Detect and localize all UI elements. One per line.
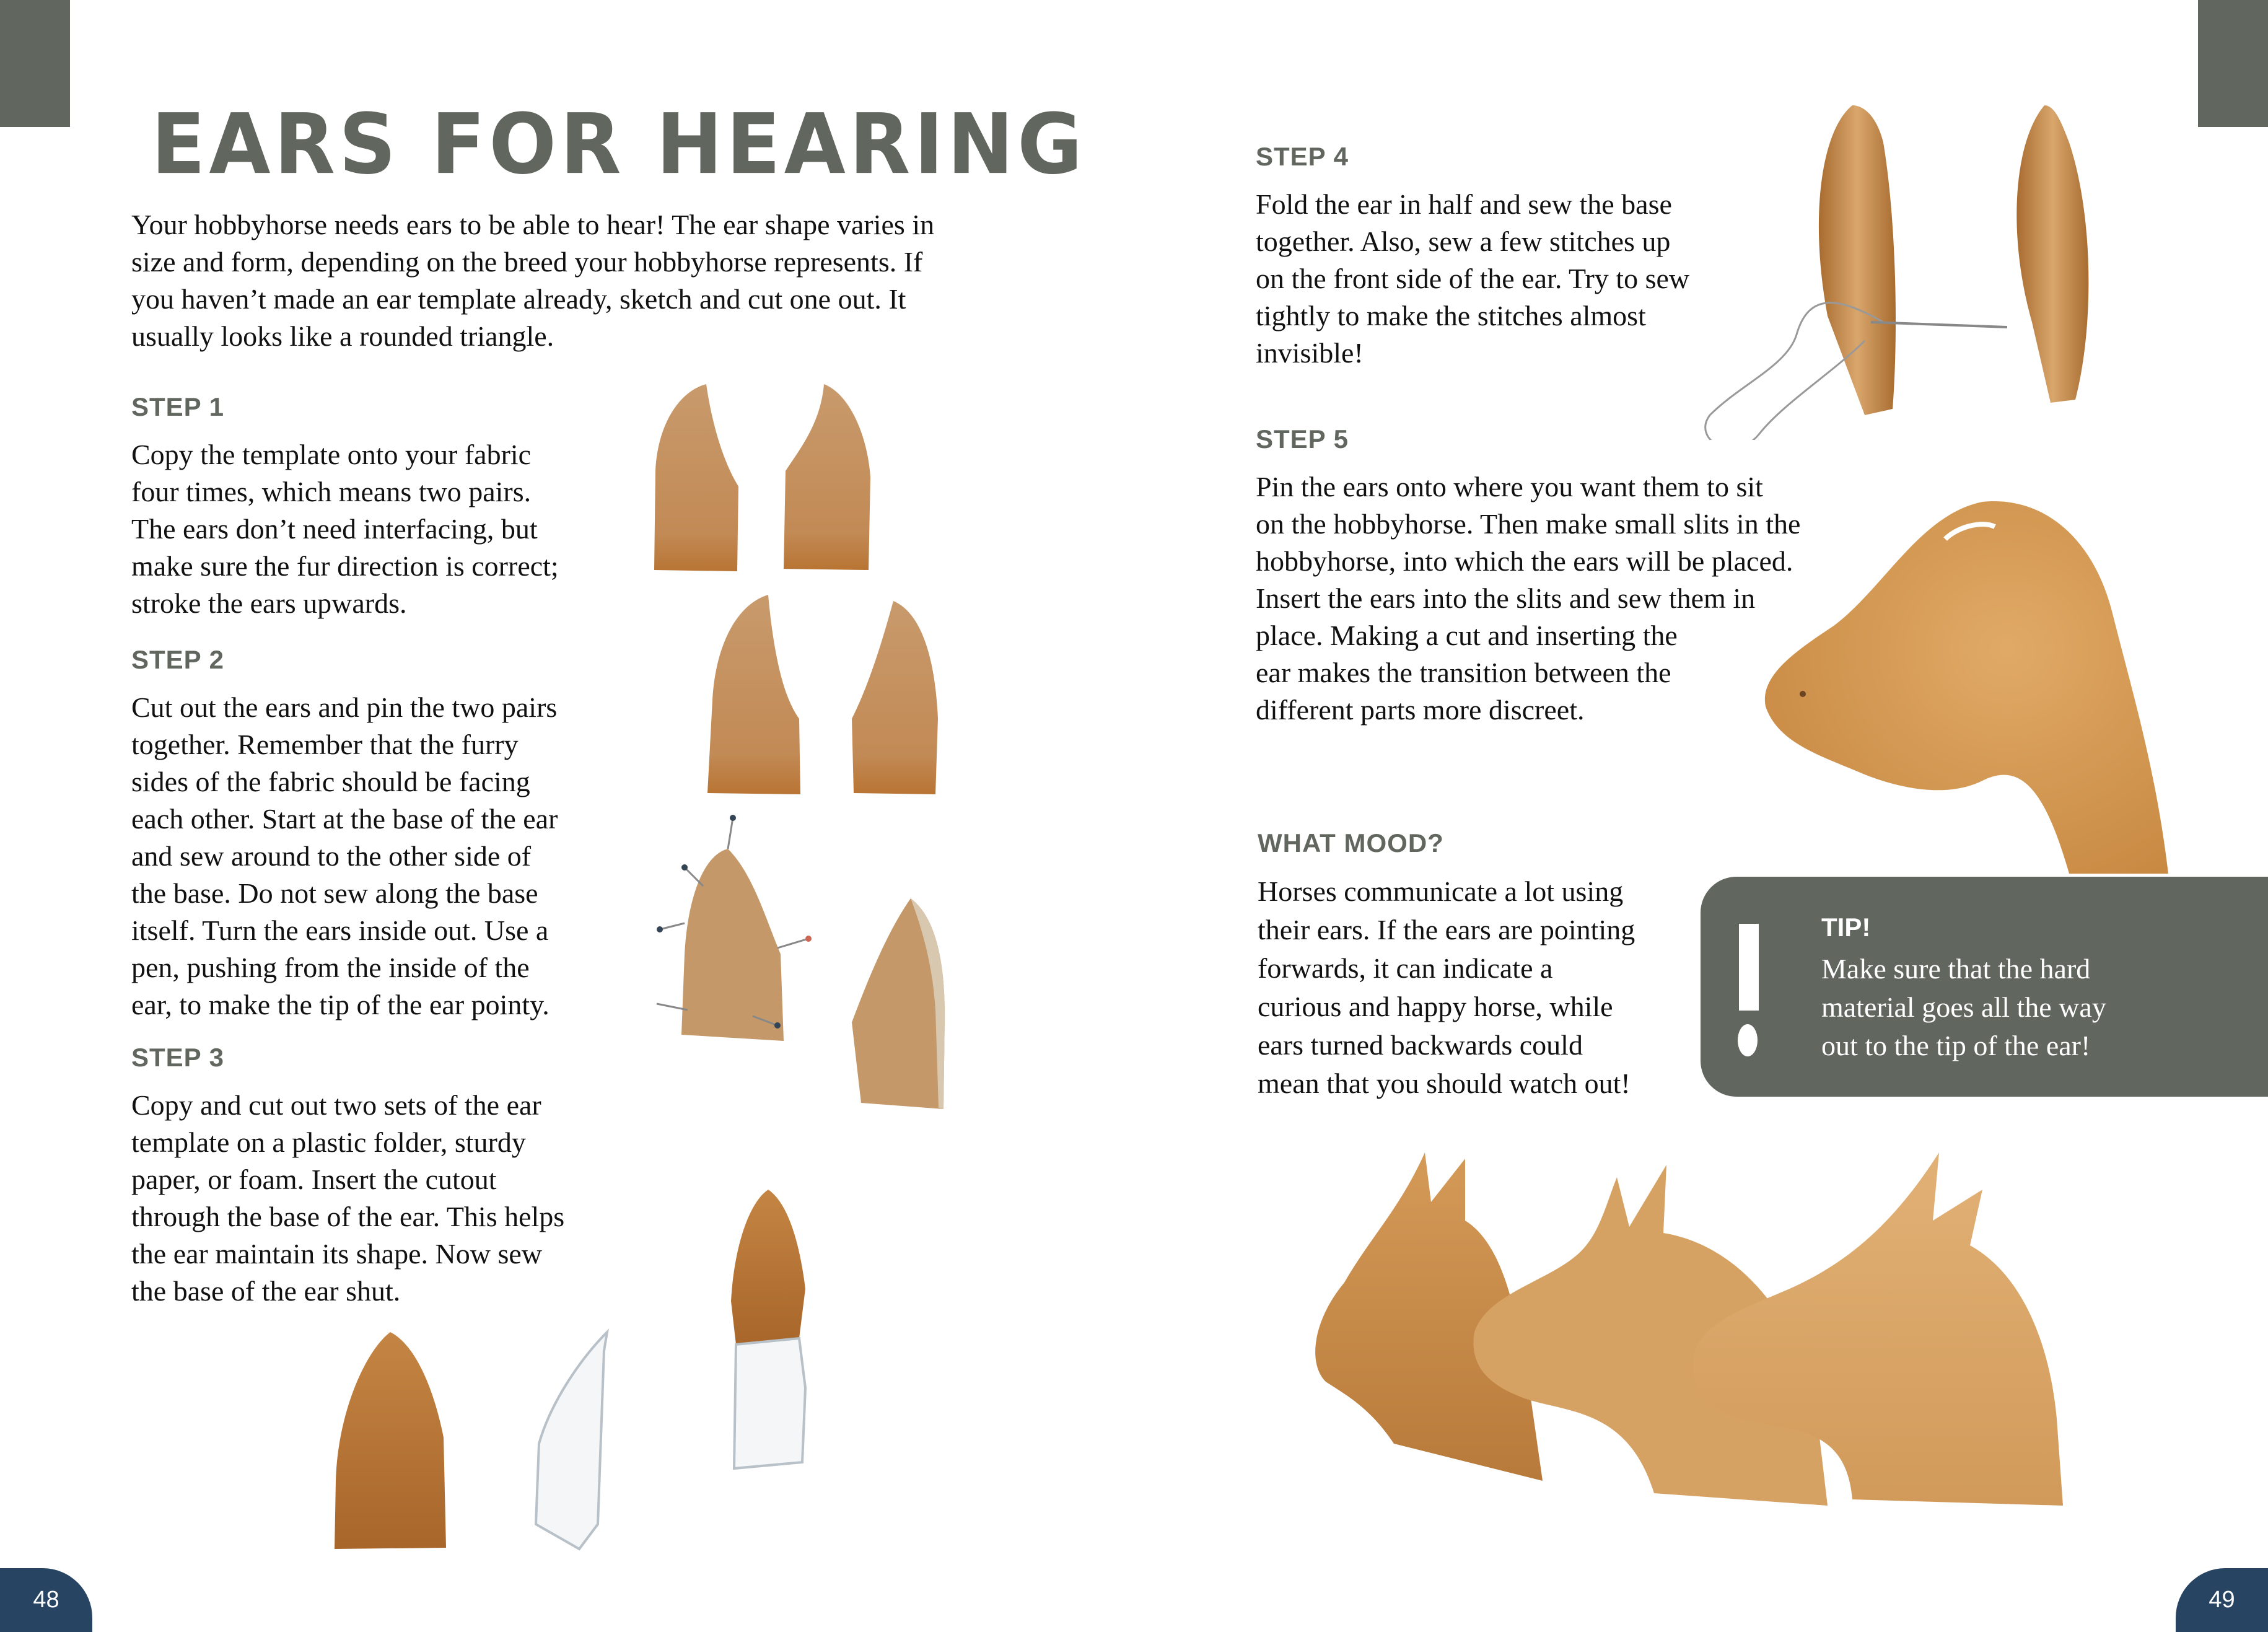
three-hobbyhorse-heads <box>1307 1134 2082 1530</box>
page-number-right-label: 49 <box>2209 1587 2235 1613</box>
text-line: Copy the template onto your fabric <box>131 439 532 470</box>
text-line: material goes all the way <box>1821 991 2106 1023</box>
text-line: Make sure that the hard <box>1821 953 2091 985</box>
text-line: forwards, it can indicate a <box>1258 952 1553 984</box>
tip-text <box>1821 950 2224 1065</box>
cut-ear-fabric-pieces-row1 <box>644 372 966 582</box>
text-line: ear makes the transition between the <box>1256 657 1671 688</box>
step-2-text <box>131 689 627 1024</box>
text-line: on the front side of the ear. Try to sew <box>1256 263 1690 294</box>
step-1-heading: STEP 1 <box>131 392 224 421</box>
text-line: Pin the ears onto where you want them to sit <box>1256 471 1763 502</box>
text-line: Horses communicate a lot using <box>1258 875 1624 907</box>
text-line: their ears. If the ears are pointing <box>1258 914 1635 945</box>
step-3-heading: STEP 3 <box>131 1043 224 1072</box>
cut-ear-fabric-pieces-row2 <box>700 595 973 799</box>
text-line: ears turned backwards could <box>1258 1029 1583 1061</box>
text-line: invisible! <box>1256 337 1364 369</box>
text-line: The ears don’t need interfacing, but <box>131 513 538 545</box>
text-line: curious and happy horse, while <box>1258 991 1613 1022</box>
text-line: the ear maintain its shape. Now sew <box>131 1238 542 1270</box>
page-number-right <box>2176 1568 2268 1632</box>
text-line: stroke the ears upwards. <box>131 587 407 619</box>
left-edge-tab <box>0 0 70 127</box>
hobbyhorse-head-with-slit <box>1722 489 2268 874</box>
tip-callout <box>1701 877 2268 1097</box>
text-line: itself. Turn the ears inside out. Use a <box>131 915 549 946</box>
tip-heading: TIP! <box>1821 913 1871 942</box>
text-line: and sew around to the other side of <box>131 840 532 872</box>
intro-paragraph <box>131 206 999 355</box>
text-line: pen, pushing from the inside of the <box>131 952 530 983</box>
what-mood-text <box>1258 872 1691 1103</box>
text-line: on the hobbyhorse. Then make small slits in the <box>1256 508 1801 540</box>
text-line: sides of the fabric should be facing <box>131 766 530 797</box>
page-title: EARS FOR HEARING <box>151 96 1087 193</box>
text-line: Insert the ears into the slits and sew them in <box>1256 582 1756 614</box>
text-line: mean that you should watch out! <box>1258 1068 1631 1099</box>
intro-line: usually looks like a rounded triangle. <box>131 320 554 352</box>
folded-ears-with-needle <box>1685 93 2143 440</box>
step-2-heading: STEP 2 <box>131 645 224 674</box>
pinned-and-sewn-ear-pieces <box>654 812 1000 1121</box>
step-4-heading: STEP 4 <box>1256 142 1349 171</box>
page-number-left-label: 48 <box>33 1587 59 1613</box>
text-line: hobbyhorse, into which the ears will be placed. <box>1256 545 1793 577</box>
intro-line: you haven’t made an ear template already, sketch and cut one out. It <box>131 283 906 315</box>
text-line: Copy and cut out two sets of the ear <box>131 1089 541 1121</box>
text-line: out to the tip of the ear! <box>1821 1030 2091 1061</box>
text-line: Cut out the ears and pin the two pairs <box>131 691 558 723</box>
step-5-heading: STEP 5 <box>1256 424 1349 454</box>
text-line: paper, or foam. Insert the cutout <box>131 1164 497 1195</box>
text-line: tightly to make the stitches almost <box>1256 300 1646 331</box>
text-line: four times, which means two pairs. <box>131 476 532 507</box>
intro-line: Your hobbyhorse needs ears to be able to hear! The ear shape varies in <box>131 209 935 240</box>
step-4-text <box>1256 186 1751 372</box>
step-1-text <box>131 436 627 622</box>
text-line: the base. Do not sew along the base <box>131 877 538 909</box>
text-line: together. Remember that the furry <box>131 729 519 760</box>
text-line: ear, to make the tip of the ear pointy. <box>131 989 549 1020</box>
text-line: make sure the fur direction is correct; <box>131 550 559 582</box>
text-line: Fold the ear in half and sew the base <box>1256 188 1672 220</box>
exclamation-icon <box>1736 924 1761 1060</box>
page-number-left <box>0 1568 92 1632</box>
text-line: different parts more discreet. <box>1256 694 1585 726</box>
text-line: the base of the ear shut. <box>131 1275 401 1307</box>
text-line: through the base of the ear. This helps <box>131 1201 565 1232</box>
text-line: together. Also, sew a few stitches up <box>1256 226 1671 257</box>
what-mood-heading: WHAT MOOD? <box>1258 828 1444 858</box>
text-line: place. Making a cut and inserting the <box>1256 620 1678 651</box>
intro-line: size and form, depending on the breed your hobbyhorse represents. If <box>131 246 923 278</box>
right-edge-tab <box>2198 0 2268 127</box>
ear-with-plastic-template <box>322 1177 942 1561</box>
text-line: template on a plastic folder, sturdy <box>131 1126 526 1158</box>
text-line: each other. Start at the base of the ear <box>131 803 558 835</box>
